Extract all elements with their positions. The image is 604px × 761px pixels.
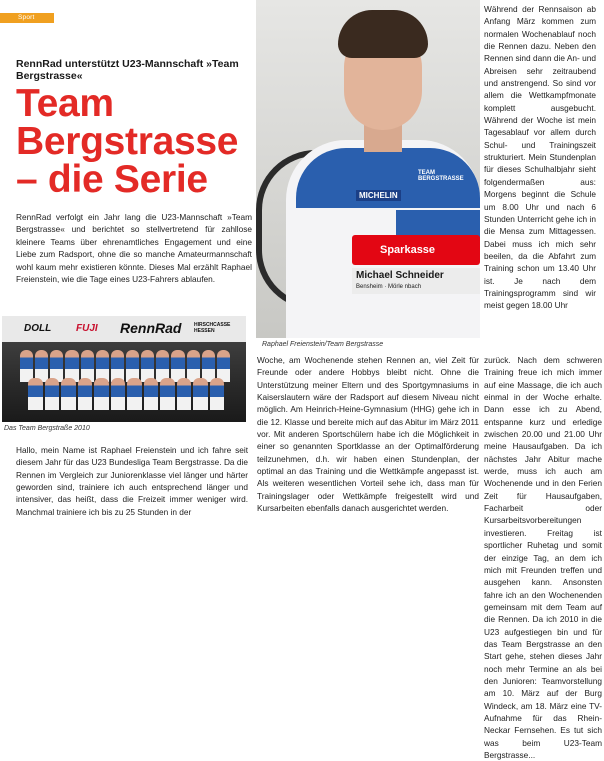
rider-hair xyxy=(338,10,428,58)
banner-doll: DOLL xyxy=(24,323,52,334)
section-tag: Sport xyxy=(0,13,54,23)
article-kicker: RennRad unterstützt U23-Mannschaft »Team Bergstrasse« xyxy=(16,58,239,82)
banner-rennrad: RennRad xyxy=(120,320,182,336)
body-column-right-top xyxy=(484,3,596,312)
sponsor-schneider: Michael Schneider xyxy=(356,270,444,281)
team-front-row xyxy=(28,378,224,410)
body-column-right-bottom xyxy=(484,354,602,761)
team-photo-caption: Das Team Bergstraße 2010 xyxy=(4,425,90,432)
portrait-caption: Raphael Freienstein/Team Bergstrasse xyxy=(262,341,384,348)
body-text: Während der Rennsaison ab Anfang März kommen zum normalen Wochenablauf noch die Rennen dazu. Neben den Rennen sind dann die An- und Abreisen sehr zeitraubend und anstrengend. So sind vor allem die Wettkampfmonate komplett ausgebucht. Während der Woche ist mein Tagesablauf vor allem durch Schul- und Trainingszeit strukturiert. Mein Stundenplan für dieses Schulhalbjahr sieht folgendermaßen aus: Morgens beginnt die Schule um 8.00 Uhr und nach 6 Stunden Unterricht gehe ich in die Mensa zum Mittagessen. Dabei muss ich mich sehr beeilen, da die Abfahrt zum Training schon um 13.40 Uhr ist. Je nach dem Trainingsprogramm sind wir meist gegen 18.00 Uhr xyxy=(484,4,596,311)
article-intro: RennRad verfolgt ein Jahr lang die U23-Mannschaft »Team Bergstrasse« und berichtet so stellvertretend für zahllose kleinere Teams über ehrenamtliches Engagement und eine Liebe zum Radsport, ohne die so manche Amateurmannschaft wohl kaum mehr existieren könnte. Dieses Mal erzählt Raphael Freienstein, wie die Tage eines U23-Fahrers ablaufen. xyxy=(16,212,252,285)
rider-portrait-photo xyxy=(256,0,480,338)
banner-hirschcasse: HIRSCHCASSE HESSEN xyxy=(194,322,231,334)
body-text: Woche, am Wochenende stehen Rennen an, viel Zeit für Freunde oder andere Hobbys bleibt nicht. Ohne die Unterstützung meiner Eltern und des Sportgymnasiums in Kaiserslautern wäre der Radsport auf diesem Niveau nicht möglich. Am Heinrich-Heine-Gymnasium (HHG) gehe ich in die 12. Klasse und bereite mich auf das Abitur im März 2011 vor. Mit anderen Sportschülern habe ich die Möglichkeit in einer so genannten Sportklasse an der Optimalförderung teilzunehmen, d.h. wir haben einen Stundenplan, der optimal an das Training und die Wettkämpfe angepasst ist. Als weiteren wesentlichen Vorteil sehe ich, dass man für Trainingslager oder Wettkämpfe freigestellt wird und Kursarbeiten ebenfalls danach ausgerichtet werden. xyxy=(257,355,479,514)
body-column-middle xyxy=(257,354,479,514)
article-headline: Team Bergstrasse – die Serie xyxy=(16,82,239,201)
team-banner xyxy=(2,316,246,342)
body-text: zurück. Nach dem schweren Training freue ich mich immer auf eine Massage, die ich auch einmal in der Woche erhalte. Dann esse ich zu Abend, entspanne kurz und erledige zwischen 20.00 und 21.00 Uhr meine Hausaufgaben. Da ich nächstes Jahr Abitur mache werde, muss ich auch am Wochenende und in den Ferien Zeit für Hausaufgaben, Facharbeit oder Kursarbeitsvorbereitungen investieren. Freitag ist sportlicher Ruhetag und somit der einzige Tag, an dem ich mich mit Freunden treffen und ausgehen kann. Ansonsten fahre ich an den Wochenenden gemeinsam mit dem Team auf die Rennen. Da ich 2010 in die U23 aufgestiegen bin und für das Team Bergstrasse an den Start gehe, stehen dieses Jahr noch mehr Termine an als bei den Junioren: Teamvorstellung am 10. März auf der Burg Windeck, am 18. März eine TV-Aufnahme für das Rhein-Neckar Fernsehen. Es tut sich was beim U23-Team Bergstrasse... xyxy=(484,355,602,760)
body-column-left xyxy=(16,444,248,518)
sponsor-location: Bensheim · Mörle nbach xyxy=(356,284,422,290)
sponsor-team: TEAM BERGSTRASSE xyxy=(418,170,464,182)
sponsor-sparkasse: Sparkasse xyxy=(380,244,436,256)
body-text: Hallo, mein Name ist Raphael Freienstein und ich fahre seit diesem Jahr für das U23 Bundesliga Team Bergstrasse. Da die Rennen im Vergleich zur Juniorenklasse viel länger und härter geworden sind, trainiere ich auch entsprechend länger und intensiver, das heißt, dass die Freizeit immer weniger wird. Manchmal trainiere ich bis zu 25 Stunden in der xyxy=(16,445,248,517)
sponsor-michelin: MICHELIN xyxy=(356,190,401,201)
team-photo xyxy=(2,316,246,422)
banner-fuji: FUJI xyxy=(76,323,98,334)
